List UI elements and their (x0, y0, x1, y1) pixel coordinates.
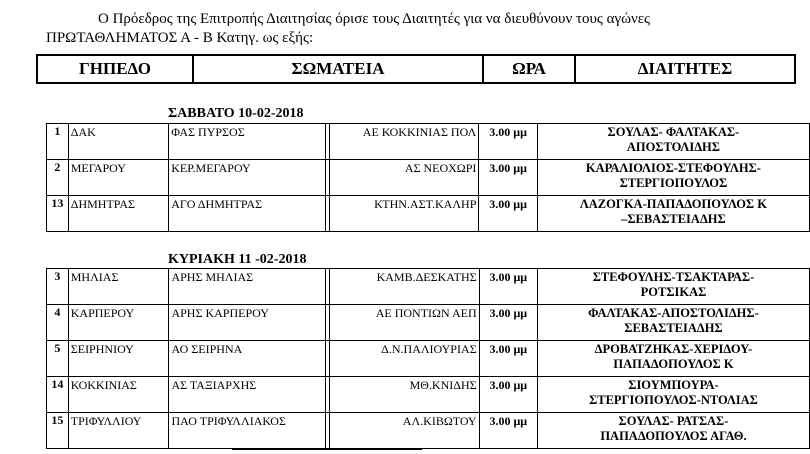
match-referees (537, 124, 809, 160)
table-row (47, 160, 810, 196)
referees-line-2: ΣΤΕΡΓΙΟΠΟΥΛΟΣ-ΝΤΟΛΙΑΣ (589, 393, 758, 407)
intro-text (46, 10, 786, 48)
referees-line-1: ΔΡΟΒΑΤΖΗΚΑΣ-ΧΕΡΙΔΟΥ- (594, 342, 753, 356)
match-venue: ΜΗΛΙΑΣ (68, 269, 169, 305)
referees-line-1: ΣΟΥΛΑΣ- ΦΑΛΤΑΚΑΣ- (607, 125, 740, 139)
match-referees (537, 269, 809, 305)
referees-line-2: ΡΟΤΣΙΚΑΣ (640, 285, 707, 299)
matches-table-saturday (46, 123, 810, 232)
match-venue: ΚΟΚΚΙΝΙΑΣ (68, 377, 169, 413)
match-time: 3.00 μμ (479, 341, 537, 377)
match-referees (537, 377, 809, 413)
match-time: 3.00 μμ (479, 196, 537, 232)
table-row (47, 124, 810, 160)
match-home-club: ΑΡΗΣ ΜΗΛΙΑΣ (169, 269, 326, 305)
day-title-sunday: ΚΥΡΙΑΚΗ 11 -02-2018 (168, 252, 307, 267)
match-venue: ΤΡΙΦΥΛΛΙΟΥ (68, 413, 169, 449)
match-venue: ΔΗΜΗΤΡΑΣ (68, 196, 168, 232)
table-row (47, 377, 810, 413)
matches-table-sunday (46, 268, 810, 449)
table-row (47, 305, 810, 341)
match-home-club: ΦΑΣ ΠΥΡΣΟΣ (169, 124, 325, 160)
referees-line-2: ΑΠΟΣΤΟΛΙΔΗΣ (626, 140, 720, 154)
match-away-club: ΑΕ ΚΟΚΚΙΝΙΑΣ ΠΟΛ (329, 124, 479, 160)
referees-line-1: ΦΑΛΤΑΚΑΣ-ΑΠΟΣΤΟΛΙΔΗΣ- (588, 306, 759, 320)
match-number: 5 (47, 341, 69, 377)
match-number: 15 (47, 413, 69, 449)
match-number: 2 (47, 160, 69, 196)
match-away-club: ΚΤΗΝ.ΑΣΤ.ΚΑΛΗΡ (329, 196, 479, 232)
match-home-club: ΑΣ ΤΑΞΙΑΡΧΗΣ (169, 377, 326, 413)
match-away-club: ΑΛ.ΚΙΒΩΤΟΥ (329, 413, 479, 449)
match-referees (537, 413, 809, 449)
match-away-club: Δ.Ν.ΠΑΛΙΟΥΡΙΑΣ (329, 341, 479, 377)
match-number: 1 (47, 124, 69, 160)
match-referees (537, 160, 809, 196)
match-number: 4 (47, 305, 69, 341)
match-away-club: ΚΑΜΒ.ΔΕΣΚΑΤΗΣ (329, 269, 479, 305)
header-table (36, 54, 796, 84)
match-referees (537, 341, 809, 377)
header-clubs: ΣΩΜΑΤΕΙΑ (193, 55, 483, 83)
match-away-club: ΑΕ ΠΟΝΤΙΩΝ ΑΕΠ (329, 305, 479, 341)
match-time: 3.00 μμ (479, 124, 537, 160)
intro-line-2: ΠΡΩΤΑΘΛΗΜΑΤΟΣ Α - Β Κατηγ. ως εξής: (46, 30, 314, 46)
match-venue: ΣΕΙΡΗΝΙΟΥ (68, 341, 169, 377)
match-home-club: ΚΕΡ.ΜΕΓΑΡΟΥ (169, 160, 325, 196)
match-number: 3 (47, 269, 69, 305)
match-away-club: ΜΘ.ΚΝΙΔΗΣ (329, 377, 479, 413)
match-time: 3.00 μμ (479, 269, 537, 305)
match-home-club: ΠΑΟ ΤΡΙΦΥΛΛΙΑΚΟΣ (169, 413, 326, 449)
referees-line-1: ΣΟΥΛΑΣ- ΡΑΤΣΑΣ- (618, 414, 729, 428)
match-home-club: ΑΟ ΣΕΙΡΗΝΑ (169, 341, 326, 377)
match-home-club: ΑΓΟ ΔΗΜΗΤΡΑΣ (169, 196, 325, 232)
table-row (47, 269, 810, 305)
match-home-club: ΑΡΗΣ ΚΑΡΠΕΡΟΥ (169, 305, 326, 341)
table-row (47, 413, 810, 449)
match-referees (537, 196, 809, 232)
match-venue: ΜΕΓΑΡΟΥ (68, 160, 168, 196)
day-title-saturday: ΣΑΒΒΑΤΟ 10-02-2018 (168, 106, 304, 121)
header-time: ΩΡΑ (483, 55, 575, 83)
referees-line-2: ΠΑΠΑΔΟΠΟΥΛΟΣ Κ (613, 357, 734, 371)
match-number: 13 (47, 196, 69, 232)
referees-line-1: ΚΑΡΑΛΙΟΛΙΟΣ-ΣΤΕΦΟΥΛΗΣ- (585, 161, 761, 175)
referees-line-1: ΣΙΟΥΜΠΟΥΡΑ- (628, 378, 719, 392)
header-referees: ΔΙΑΙΤΗΤΕΣ (575, 55, 795, 83)
match-time: 3.00 μμ (479, 160, 537, 196)
referees-line-2: –ΣΕΒΑΣΤΕΙΑΔΗΣ (621, 212, 726, 226)
match-venue: ΚΑΡΠΕΡΟΥ (68, 305, 169, 341)
match-time: 3.00 μμ (479, 413, 537, 449)
referees-line-1: ΛΑΖΟΓΚΑ-ΠΑΠΑΔΟΠΟΥΛΟΣ Κ (579, 197, 767, 211)
match-referees (537, 305, 809, 341)
referees-line-2: ΠΑΠΑΔΟΠΟΥΛΟΣ ΑΓΑΘ. (600, 429, 747, 443)
page-cut-line (232, 448, 422, 454)
table-row (47, 196, 810, 232)
header-venue: ΓΗΠΕΔΟ (37, 55, 193, 83)
match-venue: ΔΑΚ (68, 124, 168, 160)
referees-line-2: ΣΤΕΡΓΙΟΠΟΥΛΟΣ (619, 176, 728, 190)
intro-line-1: Ο Πρόεδρος της Επιτροπής Διαιτησίας όρισε τους Διαιτητές για να διευθύνουν τους αγώνες (98, 11, 650, 27)
referees-line-1: ΣΤΕΦΟΥΛΗΣ-ΤΣΑΚΤΑΡΑΣ- (592, 270, 755, 284)
match-time: 3.00 μμ (479, 377, 537, 413)
table-row (47, 341, 810, 377)
match-number: 14 (47, 377, 69, 413)
match-away-club: ΑΣ ΝΕΟΧΩΡΙ (329, 160, 479, 196)
match-time: 3.00 μμ (479, 305, 537, 341)
referees-line-2: ΣΕΒΑΣΤΕΙΑΔΗΣ (624, 321, 723, 335)
